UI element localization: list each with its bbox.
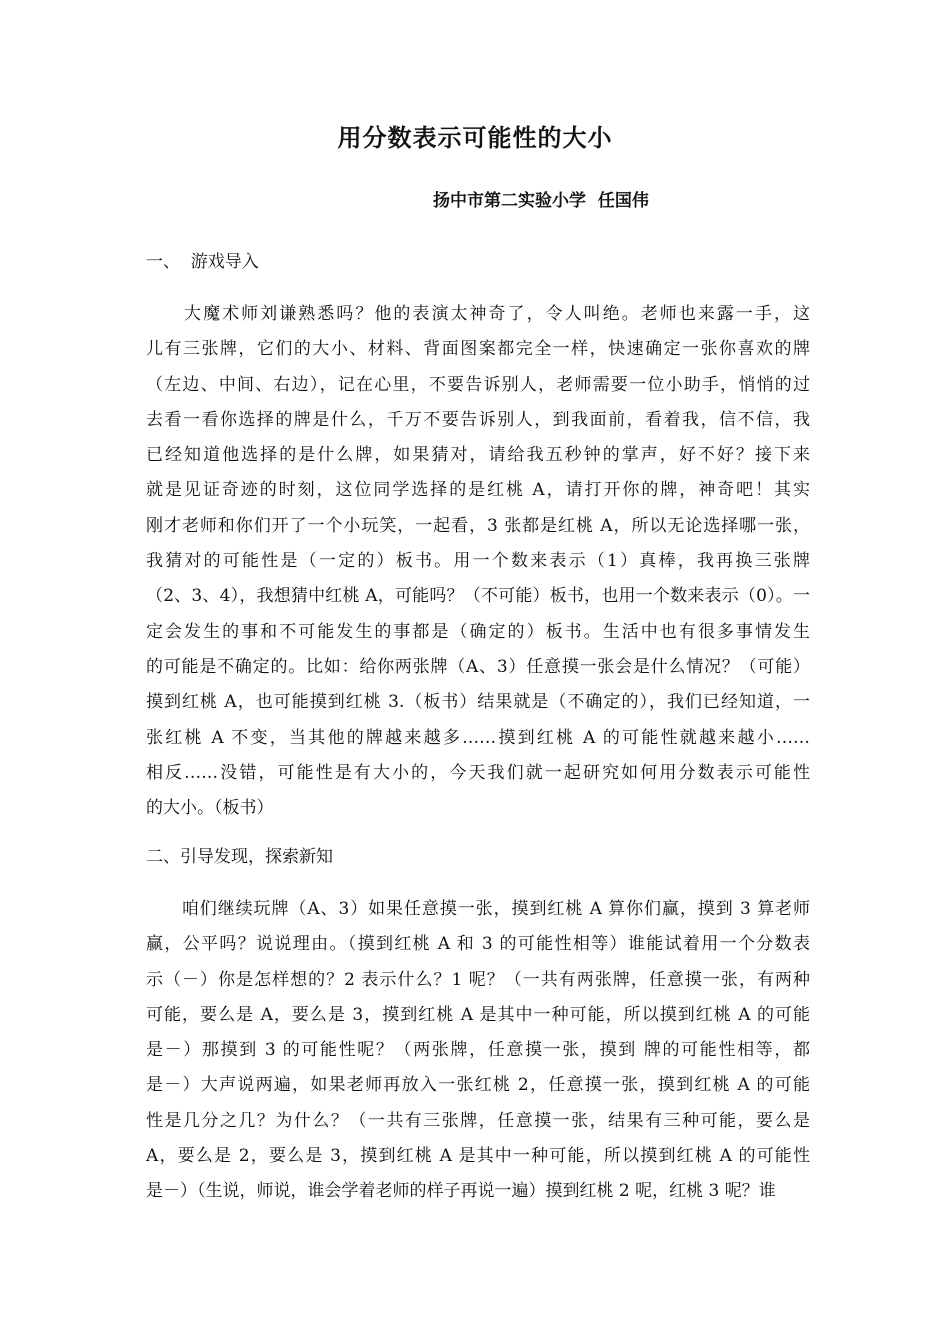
text-line: （2、3、4），我想猜中红桃 A，可能吗？（不可能）板书，也用一个数来表示（0）。一 (146, 586, 810, 607)
text-line: 是－）（生说，师说，谁会学着老师的样子再说一遍）摸到红桃 2 呢，红桃 3 呢？谁 (146, 1181, 776, 1202)
text-line: 相反……没错，可能性是有大小的，今天我们就一起研究如何用分数表示可能性 (146, 762, 810, 783)
text-line: 去看一看你选择的牌是什么，千万不要告诉别人，到我面前，看着我，信不信，我 (146, 409, 810, 430)
text-line: 的大小。（板书） (146, 798, 274, 819)
text-line: 咱们继续玩牌（A、3）如果任意摸一张，摸到红桃 A 算你们赢，摸到 3 算老师 (146, 899, 810, 919)
text-line: A，要么是 2，要么是 3，摸到红桃 A 是其中一种可能，所以摸到红桃 A 的可能性 (146, 1146, 810, 1167)
text-line: 定会发生的事和不可能发生的事都是（确定的）板书。生活中也有很多事情发生 (146, 621, 810, 642)
text-line: 摸到红桃 A，也可能摸到红桃 3.（板书）结果就是（不确定的），我们已经知道，一 (146, 692, 810, 713)
section-heading-1: 一、 游戏导入 (146, 252, 259, 272)
text-line: 刚才老师和你们开了一个小玩笑，一起看，3 张都是红桃 A，所以无论选择哪一张， (146, 515, 810, 536)
text-line: 的可能是不确定的。比如：给你两张牌（A、3）任意摸一张会是什么情况？（可能） (146, 656, 810, 677)
text-line: 张红桃 A 不变，当其他的牌越来越多……摸到红桃 A 的可能性就越来越小…… (146, 727, 810, 748)
text-line: 是－）大声说两遍，如果老师再放入一张红桃 2，任意摸一张，摸到红桃 A 的可能 (146, 1075, 810, 1096)
section-1-paragraph (146, 297, 810, 826)
text-line: 赢，公平吗？说说理由。（摸到红桃 A 和 3 的可能性相等）谁能试着用一个分数表 (146, 934, 810, 955)
author-line: 扬中市第二实验小学 任国伟 (433, 191, 649, 211)
text-line: （左边、中间、右边），记在心里，不要告诉别人，老师需要一位小助手，悄悄的过 (146, 374, 810, 395)
text-line: 示（－）你是怎样想的？2 表示什么？1 呢？（一共有两张牌，任意摸一张，有两种 (146, 969, 810, 990)
text-line: 性是几分之几？为什么？（一共有三张牌，任意摸一张，结果有三种可能，要么是 (146, 1110, 810, 1131)
text-line: 就是见证奇迹的时刻，这位同学选择的是红桃 A，请打开你的牌，神奇吧！其实 (146, 480, 810, 501)
text-line: 可能，要么是 A，要么是 3，摸到红桃 A 是其中一种可能，所以摸到红桃 A 的可能 (146, 1004, 810, 1025)
text-line: 我猜对的可能性是（一定的）板书。用一个数来表示（1）真棒，我再换三张牌 (146, 551, 810, 572)
text-line: 已经知道他选择的是什么牌，如果猜对，请给我五秒钟的掌声，好不好？接下来 (146, 445, 810, 466)
section-2-paragraph (146, 892, 810, 1210)
document-title: 用分数表示可能性的大小 (337, 124, 613, 152)
text-line: 儿有三张牌，它们的大小、材料、背面图案都完全一样，快速确定一张你喜欢的牌 (146, 339, 810, 360)
section-heading-2: 二、引导发现，探索新知 (146, 847, 333, 867)
text-line: 大魔术师刘谦熟悉吗？他的表演太神奇了，令人叫绝。老师也来露一手，这 (146, 304, 810, 324)
text-line: 是－）那摸到 3 的可能性呢？（两张牌，任意摸一张，摸到 牌的可能性相等，都 (146, 1040, 810, 1061)
